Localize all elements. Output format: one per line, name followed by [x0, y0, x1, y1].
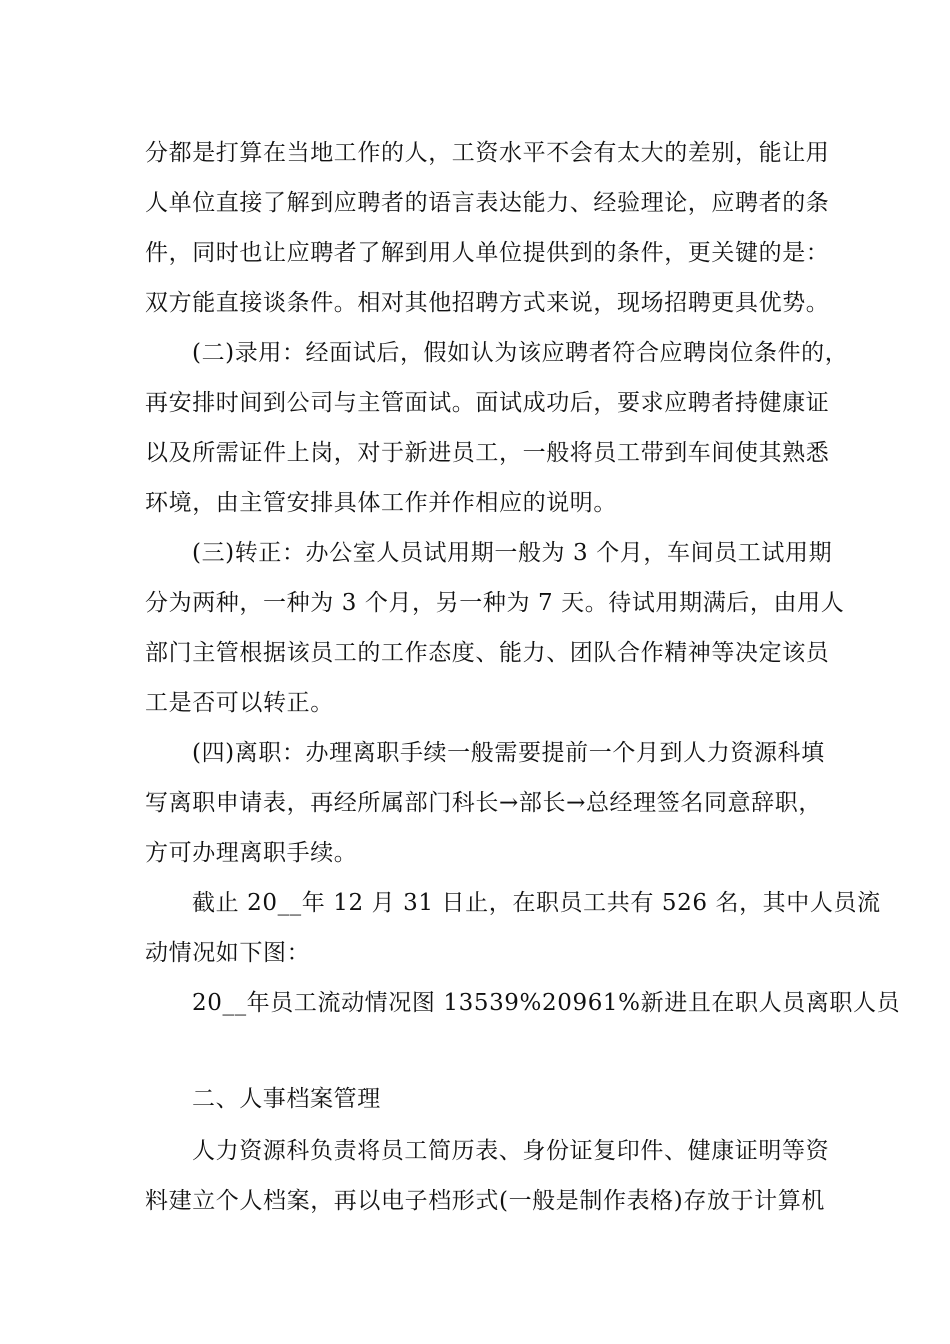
- body-text-line: 料建立个人档案，再以电子档形式(一般是制作表格)存放于计算机: [145, 1188, 825, 1214]
- body-text-line: 写离职申请表，再经所属部门科长→部长→总经理签名同意辞职，: [145, 790, 822, 816]
- body-text-line: 环境，由主管安排具体工作并作相应的说明。: [145, 490, 617, 516]
- body-text-line: 以及所需证件上岗，对于新进员工，一般将员工带到车间使其熟悉: [145, 440, 830, 466]
- paragraph-staff-count: 截止 20__年 12 月 31 日止，在职员工共有 526 名，其中人员流: [192, 890, 881, 916]
- body-text-line: 部门主管根据该员工的工作态度、能力、团队合作精神等决定该员: [145, 640, 830, 666]
- body-text-line: 双方能直接谈条件。相对其他招聘方式来说，现场招聘更具优势。: [145, 290, 830, 316]
- body-text-line: 动情况如下图：: [145, 940, 311, 966]
- paragraph-archive-management: 人力资源科负责将员工简历表、身份证复印件、健康证明等资: [192, 1138, 830, 1164]
- body-text-line: 分为两种，一种为 3 个月，另一种为 7 天。待试用期满后，由用人: [145, 590, 845, 616]
- body-text-line: 分都是打算在当地工作的人，工资水平不会有太大的差别，能让用: [145, 140, 830, 166]
- paragraph-hiring: (二)录用：经面试后，假如认为该应聘者符合应聘岗位条件的，: [192, 340, 849, 366]
- chart-caption-text: 20__年员工流动情况图 13539%20961%新进且在职人员离职人员: [192, 990, 901, 1016]
- body-text-line: 人单位直接了解到应聘者的语言表达能力、经验理论，应聘者的条: [145, 190, 830, 216]
- paragraph-probation: (三)转正：办公室人员试用期一般为 3 个月，车间员工试用期: [192, 540, 833, 566]
- body-text-line: 工是否可以转正。: [145, 690, 334, 716]
- body-text-line: 再安排时间到公司与主管面试。面试成功后，要求应聘者持健康证: [145, 390, 830, 416]
- body-text-line: 方可办理离职手续。: [145, 840, 358, 866]
- body-text-line: 件，同时也让应聘者了解到用人单位提供到的条件，更关键的是：: [145, 240, 830, 266]
- section-heading: 二、人事档案管理: [192, 1086, 381, 1112]
- paragraph-resignation: (四)离职：办理离职手续一般需要提前一个月到人力资源科填: [192, 740, 825, 766]
